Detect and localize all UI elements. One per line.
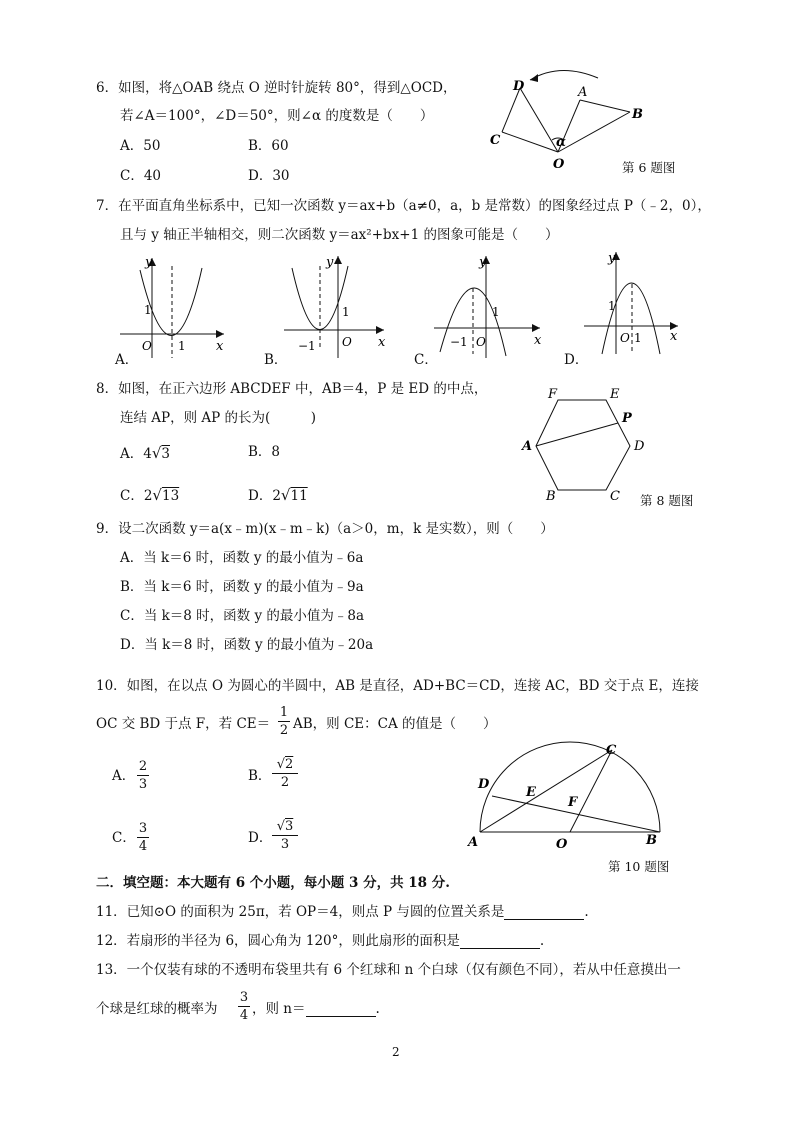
q11-answer-blank[interactable]: [504, 907, 584, 920]
q9-option-d: D．当 k＝8 时，函数 y 的最小值为﹣20a: [120, 637, 374, 653]
q12-answer-blank[interactable]: [460, 936, 540, 949]
q7-option-c: C．: [414, 352, 438, 368]
q8-label-b: B: [546, 489, 556, 504]
q10-label-d: D: [478, 777, 490, 792]
q10-label-b: B: [646, 833, 657, 848]
q7b-axis-y: y: [326, 255, 334, 270]
q10-line2b: AB，则 CE：CA 的值是（ ）: [293, 716, 497, 732]
q10-label-c: C: [606, 743, 617, 758]
q10-figure: [462, 736, 672, 856]
q6-option-a: A．50: [120, 138, 161, 154]
q11: 11．已知⊙O 的面积为 25π，若 OP＝4，则点 P 与圆的位置关系是 .: [96, 904, 589, 920]
q7-option-d: D．: [564, 352, 589, 368]
q8-label-f: F: [548, 387, 558, 402]
q8-caption: 第 8 题图: [640, 493, 694, 508]
q7-line1: 7．在平面直角坐标系中，已知一次函数 y＝ax+b（a≠0，a，b 是常数）的图象经过点 P（﹣2，0），: [96, 198, 711, 214]
q7d-one-y: 1: [608, 299, 616, 313]
q7d-axis-x: x: [670, 329, 678, 344]
q7c-one-y: 1: [492, 305, 500, 319]
q9-option-a: A．当 k＝6 时，函数 y 的最小值为﹣6a: [120, 550, 364, 566]
q6-label-c: C: [490, 133, 501, 148]
q10-caption: 第 10 题图: [608, 859, 670, 874]
q7c-axis-y: y: [479, 255, 487, 270]
q7a-one-y: 1: [144, 303, 152, 317]
q7d-axis-y: y: [608, 251, 616, 266]
q7b-one-y: 1: [342, 305, 350, 319]
q6-option-d: D．30: [248, 168, 290, 184]
q10-line1: 10．如图，在以点 O 为圆心的半圆中，AB 是直径，AD+BC＝CD，连接 AC，BD 交于点 E，连接: [96, 678, 699, 694]
q8-option-d: D．2√11: [248, 486, 308, 504]
q13-line2a: 个球是红球的概率为: [96, 1001, 218, 1017]
q8-label-e: E: [610, 387, 620, 402]
q7b-axis-x: x: [378, 335, 386, 350]
q10-half-fraction: 1 2: [279, 705, 289, 738]
q7a-origin: O: [142, 339, 152, 353]
q8-option-a: A．4√3: [120, 444, 170, 462]
q10-option-a: A．: [112, 768, 136, 784]
q8-label-c: C: [610, 489, 620, 504]
q9-option-b: B．当 k＝6 时，函数 y 的最小值为﹣9a: [120, 579, 364, 595]
q7-graph-b: [282, 252, 402, 362]
q9-line1: 9．设二次函数 y＝a(x﹣m)(x﹣m﹣k)（a＞0，m，k 是实数），则（ ）: [96, 521, 554, 537]
q7c-axis-x: x: [534, 333, 542, 348]
q7-option-b: B．: [264, 352, 288, 368]
q13-answer-blank[interactable]: [306, 1004, 376, 1017]
q7c-origin: O: [476, 335, 486, 349]
q7-graph-d: [582, 248, 702, 358]
q10-label-f: F: [568, 795, 578, 810]
q7a-one-x: 1: [178, 339, 186, 353]
q10-option-b: B．: [248, 768, 272, 784]
q8-line2: 连结 AP，则 AP 的长为( ): [120, 410, 317, 426]
q10-label-a: A: [468, 835, 479, 850]
q10-option-b-fraction: √2 2: [272, 758, 298, 789]
q8-label-d: D: [634, 439, 645, 454]
q8-line1: 8．如图，在正六边形 ABCDEF 中，AB＝4，P 是 ED 的中点，: [96, 381, 488, 397]
q7-option-a: A．: [115, 352, 139, 368]
q7d-one-x: 1: [634, 331, 642, 345]
q6-option-b: B．60: [248, 138, 289, 154]
q6-label-a: A: [578, 85, 588, 100]
q7a-axis-y: y: [145, 255, 153, 270]
q10-label-e: E: [526, 785, 536, 800]
q10-option-d: D．: [248, 830, 273, 846]
q6-line1: 6．如图，将△OAB 绕点 O 逆时针旋转 80°，得到△OCD，: [96, 80, 457, 96]
q8-label-a: A: [522, 439, 533, 454]
q13-line1: 13．一个仅装有球的不透明布袋里共有 6 个红球和 n 个白球（仅有颜色不同），若从中任意摸出一: [96, 962, 681, 978]
q6-label-b: B: [632, 107, 643, 122]
q7-graph-a: [118, 252, 238, 362]
q7-line2: 且与 y 轴正半轴相交，则二次函数 y＝ax²+bx+1 的图象可能是（ ）: [120, 227, 559, 243]
q7c-neg-one: −1: [450, 335, 468, 349]
q10-line2a: OC 交 BD 于点 F，若 CE＝: [96, 716, 271, 732]
q8-figure: [508, 382, 658, 502]
q7b-neg-one: −1: [298, 339, 316, 353]
q6-label-d: D: [513, 79, 525, 94]
q13-fraction: 3 4: [239, 990, 249, 1023]
q12: 12．若扇形的半径为 6，圆心角为 120°，则此扇形的面积是 .: [96, 933, 545, 949]
q7-graph-c: [432, 252, 552, 362]
q10-label-o: O: [556, 837, 568, 852]
q9-option-c: C．当 k＝8 时，函数 y 的最小值为﹣8a: [120, 608, 365, 624]
page-number: 2: [392, 1045, 400, 1059]
q8-option-c: C．2√13: [120, 486, 180, 504]
q10-option-c-fraction: 3 4: [138, 821, 148, 854]
q6-caption: 第 6 题图: [622, 160, 676, 175]
q10-option-c: C．: [112, 830, 136, 846]
q8-option-b: B．8: [248, 444, 281, 460]
q6-label-o: O: [553, 157, 565, 172]
q8-label-p: P: [622, 411, 632, 426]
q7b-origin: O: [342, 335, 352, 349]
section-2-heading: 二．填空题：本大题有 6 个小题，每小题 3 分，共 18 分.: [96, 875, 450, 891]
q7d-origin: O: [620, 331, 630, 345]
q6-line2: 若∠A＝100°，∠D＝50°，则∠α 的度数是（ ）: [120, 108, 434, 124]
q7a-axis-x: x: [216, 339, 224, 354]
q6-option-c: C．40: [120, 168, 162, 184]
q13-line2b: ，则 n＝ .: [252, 1001, 380, 1017]
q10-option-a-fraction: 2 3: [138, 759, 148, 792]
q6-label-alpha: α: [556, 135, 567, 150]
q10-option-d-fraction: √3 3: [272, 820, 298, 851]
